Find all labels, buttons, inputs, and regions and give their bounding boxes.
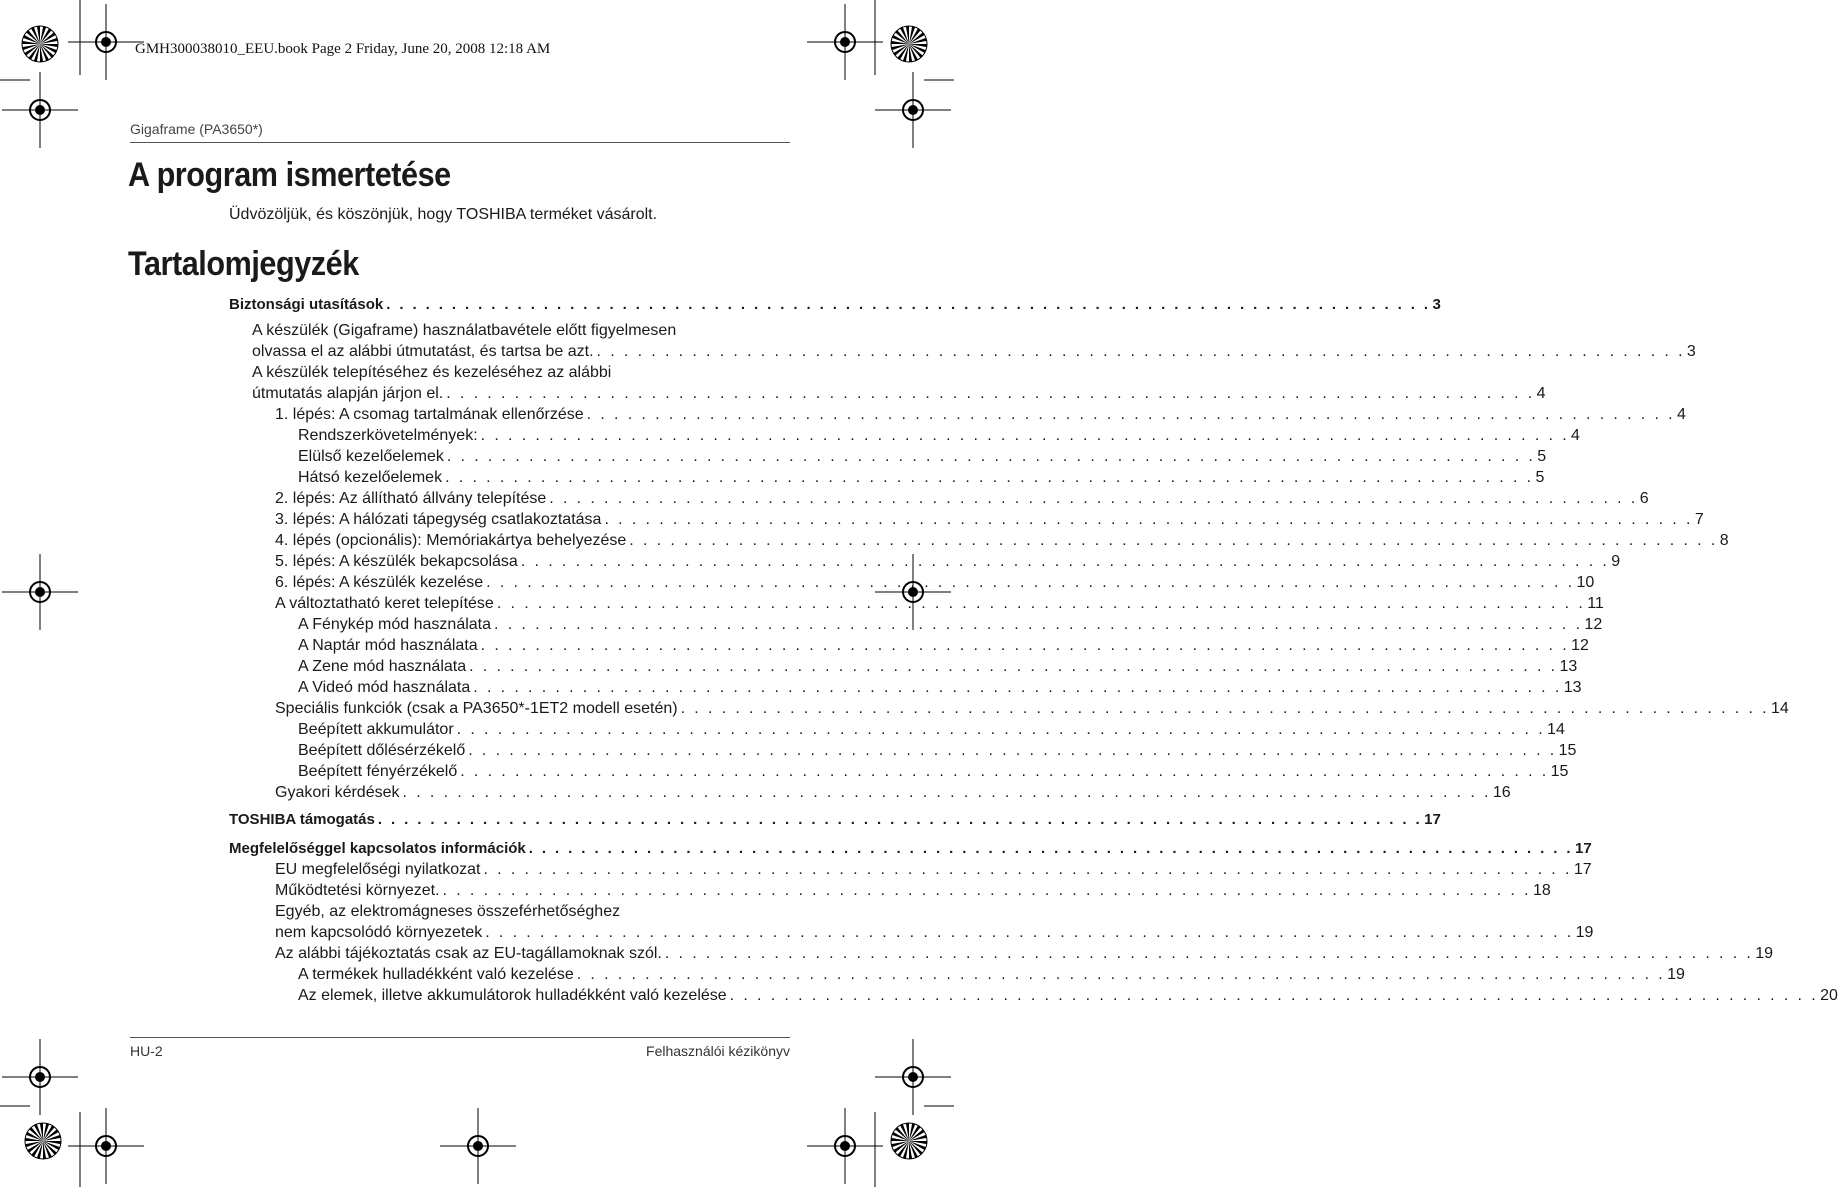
toc-entry[interactable]	[252, 320, 790, 341]
toc-dot-leader: . . . . . . . . . . . . . . . . . . . . . . . . . . . . . . . . . . . . . . . . . . . . . . . . . . . . . . . . . . . . . . . . . . . . . . . . . . . . . . . .	[446, 448, 1536, 465]
toc-entry[interactable]	[275, 530, 1729, 551]
toc-page-number: 10	[1576, 574, 1595, 591]
toc-entry[interactable]	[275, 880, 1551, 901]
toc-entry[interactable]	[275, 488, 1649, 509]
toc-page-number: 3	[1686, 343, 1696, 360]
welcome-text: Üdvözöljük, és köszönjük, hogy TOSHIBA terméket vásárolt.	[229, 206, 658, 223]
toc-dot-leader: . . . . . . . . . . . . . . . . . . . . . . . . . . . . . . . . . . . . . . . . . . . . . . . . . . . . . . . . . . . . . . . . . . . . . . . . . . . . . . . .	[402, 784, 1491, 801]
toc-page-number: 16	[1492, 784, 1511, 801]
registration-mark	[2, 72, 78, 148]
toc-page-number: 17	[1573, 861, 1592, 878]
toc-dot-leader: . . . . . . . . . . . . . . . . . . . . . . . . . . . . . . . . . . . . . . . . . . . . . . . . . . . . . . . . . . . . . . . . . . . . . . . . . . . . . . . .	[469, 658, 1558, 675]
toc-entry-title: Beépített fényérzékelő	[298, 763, 458, 780]
registration-mark	[68, 1108, 144, 1184]
toc-page-number: 12	[1571, 637, 1589, 654]
toc-entry[interactable]	[275, 782, 1511, 803]
toc-entry-title: Beépített dőlésérzékelő	[298, 742, 466, 759]
toc-entry[interactable]	[275, 509, 1704, 530]
toc-page-number: 5	[1537, 448, 1547, 465]
toc-entry-title: Az alábbi tájékoztatás csak az EU-tagállamoknak szól.	[275, 945, 662, 962]
toc-entry-title: Az elemek, illetve akkumulátorok hulladékként való kezelése	[298, 987, 727, 1004]
toc-dot-leader: . . . . . . . . . . . . . . . . . . . . . . . . . . . . . . . . . . . . . . . . . . . . . . . . . . . . . . . . . . . . . . . . . . . . . . . . . . . . . . . .	[460, 763, 1549, 780]
toc-entry[interactable]	[298, 985, 1838, 1006]
toc-entry-title: A változtatható keret telepítése	[275, 595, 494, 612]
running-header: Gigaframe (PA3650*)	[130, 121, 263, 137]
toc-page-number: 13	[1559, 658, 1578, 675]
toc-section-entry[interactable]	[229, 809, 1441, 830]
toc-section-entry[interactable]	[229, 838, 1592, 859]
toc-entry-title: 6. lépés: A készülék kezelése	[275, 574, 484, 591]
toc-entry-title: Elülső kezelőelemek	[298, 448, 444, 465]
toc-entry-title: A Zene mód használata	[298, 658, 467, 675]
toc-entry[interactable]	[275, 922, 1594, 943]
toc-entry-title: 4. lépés (opcionális): Memóriakártya behelyezése	[275, 532, 627, 549]
toc-page-number: 15	[1558, 742, 1577, 759]
toc-entry[interactable]	[298, 740, 1577, 761]
toc-entry-title: Beépített akkumulátor	[298, 721, 454, 738]
toc-entry[interactable]	[298, 425, 1580, 446]
registration-mark	[2, 554, 78, 630]
toc-entry-title: Biztonsági utasítások	[229, 296, 384, 313]
toc-entry-title: TOSHIBA támogatás	[229, 811, 375, 828]
star-target-mark	[25, 1123, 61, 1159]
toc-entry[interactable]	[252, 341, 1696, 362]
toc-page-number: 20	[1820, 987, 1838, 1004]
registration-mark	[875, 1039, 951, 1115]
toc-entry-title: A Naptár mód használata	[298, 637, 478, 654]
toc-section-entry[interactable]	[229, 294, 1441, 315]
toc-dot-leader: . . . . . . . . . . . . . . . . . . . . . . . . . . . . . . . . . . . . . . . . . . . . . . . . . . . . . . . . . . . . . . . . . . . . . . . . . . . . . . . .	[629, 532, 1718, 549]
toc-entry-title: nem kapcsolódó környezetek	[275, 924, 483, 941]
toc-dot-leader: . . . . . . . . . . . . . . . . . . . . . . . . . . . . . . . . . . . . . . . . . . . . . . . . . . . . . . . . . . . . . . . . . . . . . . . . . . . . . . . .	[528, 840, 1573, 857]
toc-page-number: 14	[1547, 721, 1565, 738]
toc-page-number: 9	[1611, 553, 1621, 570]
registration-mark	[875, 72, 951, 148]
toc-dot-leader: . . . . . . . . . . . . . . . . . . . . . . . . . . . . . . . . . . . . . . . . . . . . . . . . . . . . . . . . . . . . . . . . . . . . . . . . . . . . . . . .	[494, 616, 1583, 633]
toc-heading: Tartalomjegyzék	[128, 245, 359, 283]
toc-entry[interactable]	[298, 656, 1578, 677]
registration-mark	[440, 1108, 516, 1184]
toc-entry-title: A termékek hulladékként való kezelése	[298, 966, 574, 983]
toc-page-number: 4	[1536, 385, 1546, 402]
toc-page-number: 18	[1532, 882, 1551, 899]
toc-page-number: 4	[1677, 406, 1686, 423]
registration-mark	[807, 4, 883, 80]
toc-entry-title: 3. lépés: A hálózati tápegység csatlakoztatása	[275, 511, 602, 528]
registration-mark	[68, 4, 144, 80]
toc-dot-leader: . . . . . . . . . . . . . . . . . . . . . . . . . . . . . . . . . . . . . . . . . . . . . . . . . . . . . . . . . . . . . . . . . . . . . . . . . . . . . . . .	[485, 924, 1574, 941]
toc-dot-leader: . . . . . . . . . . . . . . . . . . . . . . . . . . . . . . . . . . . . . . . . . . . . . . . . . . . . . . . . . . . . . . . . . . . . . . . . . . . . . . . .	[445, 469, 1534, 486]
toc-entry-title: EU megfelelőségi nyilatkozat	[275, 861, 481, 878]
toc-entry[interactable]	[298, 719, 1565, 740]
print-slug-line: GMH300038010_EEU.book Page 2 Friday, June 20, 2008 12:18 AM	[135, 41, 551, 57]
toc-dot-leader: . . . . . . . . . . . . . . . . . . . . . . . . . . . . . . . . . . . . . . . . . . . . . . . . . . . . . . . . . . . . . . . . . . . . . . . . . . . . . . . .	[480, 427, 1570, 444]
toc-dot-leader: . . . . . . . . . . . . . . . . . . . . . . . . . . . . . . . . . . . . . . . . . . . . . . . . . . . . . . . . . . . . . . . . . . . . . . . . . . . . . . . .	[586, 406, 1676, 423]
toc-entry-title: Megfelelőséggel kapcsolatos információk	[229, 840, 526, 857]
toc-dot-leader: . . . . . . . . . . . . . . . . . . . . . . . . . . . . . . . . . . . . . . . . . . . . . . . . . . . . . . . . . . . . . . . . . . . . . . . . . . . . . . . .	[473, 679, 1562, 696]
toc-entry[interactable]	[275, 943, 1774, 964]
star-target-mark	[22, 26, 58, 62]
toc-entry-title: A Fénykép mód használata	[298, 616, 492, 633]
toc-dot-leader: . . . . . . . . . . . . . . . . . . . . . . . . . . . . . . . . . . . . . . . . . . . . . . . . . . . . . . . . . . . . . . . . . . . . . . . . . . . . . . . .	[486, 574, 1575, 591]
toc-entry[interactable]	[275, 698, 1789, 719]
toc-entry[interactable]	[275, 551, 1621, 572]
page-number: HU-2	[130, 1043, 163, 1059]
toc-entry[interactable]	[252, 383, 1546, 404]
toc-dot-leader: . . . . . . . . . . . . . . . . . . . . . . . . . . . . . . . . . . . . . . . . . . . . . . . . . . . . . . . . . . . . . . . . . . . . . . . . . . . . . . . .	[456, 721, 1546, 738]
toc-dot-leader: . . . . . . . . . . . . . . . . . . . . . . . . . . . . . . . . . . . . . . . . . . . . . . . . . . . . . . . . . . . . . . . . . . . . . . . . . . . . . . . .	[468, 742, 1557, 759]
toc-page-number: 19	[1755, 945, 1774, 962]
toc-entry[interactable]	[275, 404, 1686, 425]
toc-entry[interactable]	[298, 964, 1685, 985]
manual-name: Felhasználói kézikönyv	[646, 1043, 790, 1059]
toc-entry-title: Speciális funkciók (csak a PA3650*-1ET2 modell esetén)	[275, 700, 678, 717]
toc-entry-title: A készülék telepítéséhez és kezeléséhez az alábbi	[252, 364, 612, 381]
footer-rule	[130, 1037, 790, 1038]
toc-dot-leader: . . . . . . . . . . . . . . . . . . . . . . . . . . . . . . . . . . . . . . . . . . . . . . . . . . . . . . . . . . . . . . . . . . . . . . . . . . . . . . . .	[446, 385, 1535, 402]
toc-dot-leader: . . . . . . . . . . . . . . . . . . . . . . . . . . . . . . . . . . . . . . . . . . . . . . . . . . . . . . . . . . . . . . . . . . . . . . . . . . . . . . . .	[483, 861, 1572, 878]
toc-page-number: 13	[1563, 679, 1582, 696]
toc-entry-title: útmutatás alapján járjon el.	[252, 385, 444, 402]
star-target-mark	[891, 26, 927, 62]
toc-entry[interactable]	[298, 446, 1547, 467]
toc-dot-leader: . . . . . . . . . . . . . . . . . . . . . . . . . . . . . . . . . . . . . . . . . . . . . . . . . . . . . . . . . . . . . . . . . . . . . . . . . . . . . . . .	[664, 945, 1754, 962]
toc-entry[interactable]	[298, 761, 1569, 782]
toc-entry[interactable]	[298, 677, 1582, 698]
toc-entry[interactable]	[298, 635, 1589, 656]
star-target-mark	[891, 1123, 927, 1159]
toc-page-number: 17	[1575, 840, 1592, 857]
toc-entry-title: Működtetési környezet.	[275, 882, 440, 899]
toc-dot-leader: . . . . . . . . . . . . . . . . . . . . . . . . . . . . . . . . . . . . . . . . . . . . . . . . . . . . . . . . . . . . . . . . . . . . . . . . . . . . . . . .	[549, 490, 1638, 507]
toc-page-number: 6	[1639, 490, 1649, 507]
toc-entry-title: A Videó mód használata	[298, 679, 471, 696]
toc-entry-title: Rendszerkövetelmények:	[298, 427, 478, 444]
toc-entry-title: Hátsó kezelőelemek	[298, 469, 443, 486]
toc-entry[interactable]	[298, 467, 1545, 488]
toc-page-number: 14	[1770, 700, 1789, 717]
toc-page-number: 7	[1694, 511, 1704, 528]
toc-page-number: 11	[1587, 595, 1604, 612]
toc-entry-title: Gyakori kérdések	[275, 784, 400, 801]
toc-dot-leader: . . . . . . . . . . . . . . . . . . . . . . . . . . . . . . . . . . . . . . . . . . . . . . . . . . . . . . . . . . . . . . . . . . . . . . . . . . . . . . . .	[604, 511, 1693, 528]
toc-page-number: 15	[1550, 763, 1569, 780]
toc-page-number: 12	[1584, 616, 1603, 633]
toc-page-number: 3	[1432, 296, 1441, 313]
toc-entry[interactable]	[252, 362, 790, 383]
toc-dot-leader: . . . . . . . . . . . . . . . . . . . . . . . . . . . . . . . . . . . . . . . . . . . . . . . . . . . . . . . . . . . . . . . . . . . . . . . . . . . . . . . .	[520, 553, 1610, 570]
toc-entry[interactable]	[275, 859, 1592, 880]
toc-entry-title: A készülék (Gigaframe) használatbavétele előtt figyelmesen	[252, 322, 677, 339]
toc-entry[interactable]	[275, 593, 1604, 614]
toc-entry-title: 5. lépés: A készülék bekapcsolása	[275, 553, 518, 570]
toc-entry[interactable]	[275, 572, 1595, 593]
toc-page-number: 19	[1575, 924, 1594, 941]
page-title: A program ismertetése	[128, 156, 451, 194]
toc-entry-title: olvassa el az alábbi útmutatást, és tartsa be azt.	[252, 343, 594, 360]
header-rule	[130, 142, 790, 143]
toc-page-number: 8	[1719, 532, 1729, 549]
toc-entry-title: Egyéb, az elektromágneses összeférhetőséghez	[275, 903, 621, 920]
toc-dot-leader: . . . . . . . . . . . . . . . . . . . . . . . . . . . . . . . . . . . . . . . . . . . . . . . . . . . . . . . . . . . . . . . . . . . . . . . . . . . . . . . .	[729, 987, 1819, 1004]
registration-mark	[807, 1108, 883, 1184]
toc-dot-leader: . . . . . . . . . . . . . . . . . . . . . . . . . . . . . . . . . . . . . . . . . . . . . . . . . . . . . . . . . . . . . . . . . . . . . . . . . . . . . . . .	[386, 296, 1431, 313]
toc-page-number: 17	[1424, 811, 1441, 828]
toc-dot-leader: . . . . . . . . . . . . . . . . . . . . . . . . . . . . . . . . . . . . . . . . . . . . . . . . . . . . . . . . . . . . . . . . . . . . . . . . . . . . . . . .	[480, 637, 1570, 654]
toc-page-number: 4	[1571, 427, 1580, 444]
toc-dot-leader: . . . . . . . . . . . . . . . . . . . . . . . . . . . . . . . . . . . . . . . . . . . . . . . . . . . . . . . . . . . . . . . . . . . . . . . . . . . . . . . .	[377, 811, 1423, 828]
toc-entry[interactable]	[298, 614, 1603, 635]
toc-entry-title: 2. lépés: Az állítható állvány telepítése	[275, 490, 547, 507]
toc-dot-leader: . . . . . . . . . . . . . . . . . . . . . . . . . . . . . . . . . . . . . . . . . . . . . . . . . . . . . . . . . . . . . . . . . . . . . . . . . . . . . . . .	[496, 595, 1586, 612]
toc-dot-leader: . . . . . . . . . . . . . . . . . . . . . . . . . . . . . . . . . . . . . . . . . . . . . . . . . . . . . . . . . . . . . . . . . . . . . . . . . . . . . . . .	[596, 343, 1685, 360]
toc-page-number: 19	[1667, 966, 1685, 983]
toc-dot-leader: . . . . . . . . . . . . . . . . . . . . . . . . . . . . . . . . . . . . . . . . . . . . . . . . . . . . . . . . . . . . . . . . . . . . . . . . . . . . . . . .	[680, 700, 1769, 717]
toc-entry[interactable]	[275, 901, 790, 922]
toc-dot-leader: . . . . . . . . . . . . . . . . . . . . . . . . . . . . . . . . . . . . . . . . . . . . . . . . . . . . . . . . . . . . . . . . . . . . . . . . . . . . . . . .	[576, 966, 1666, 983]
toc-page-number: 5	[1535, 469, 1545, 486]
toc-entry-title: 1. lépés: A csomag tartalmának ellenőrzése	[275, 406, 584, 423]
registration-mark	[2, 1039, 78, 1115]
toc-dot-leader: . . . . . . . . . . . . . . . . . . . . . . . . . . . . . . . . . . . . . . . . . . . . . . . . . . . . . . . . . . . . . . . . . . . . . . . . . . . . . . . .	[442, 882, 1531, 899]
